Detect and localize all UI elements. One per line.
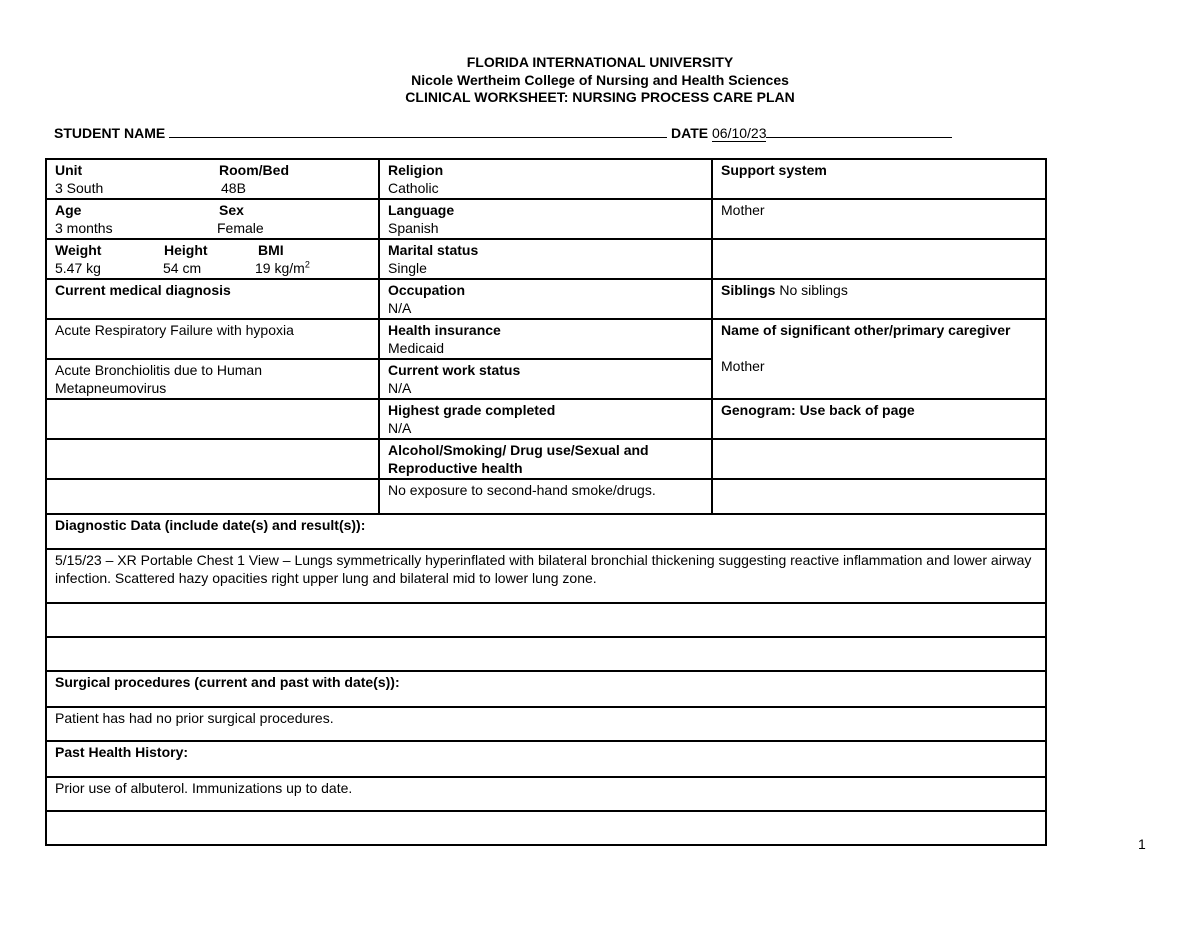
college-title: Nicole Wertheim College of Nursing and Health Sciences	[411, 71, 789, 88]
genogram-label: Genogram: Use back of page	[721, 402, 915, 418]
work-status-label: Current work status	[388, 362, 521, 378]
occupation-label: Occupation	[388, 282, 466, 298]
sex-value: Female	[217, 219, 264, 236]
age-label: Age	[55, 202, 82, 218]
unit-value: 3 South	[55, 179, 104, 196]
surgical-value: Patient has had no prior surgical procedures.	[55, 710, 334, 726]
bmi-value-text: 19 kg/m	[255, 259, 305, 276]
diagnostic-label: Diagnostic Data (include date(s) and result(s)):	[55, 517, 366, 533]
worksheet-title: CLINICAL WORKSHEET: NURSING PROCESS CARE PLAN	[405, 89, 795, 105]
unit-label: Unit	[55, 162, 83, 178]
history-value: Prior use of albuterol. Immunizations up to date.	[55, 780, 353, 796]
alcohol-label-cell	[379, 439, 712, 479]
language-label: Language	[388, 202, 455, 218]
work-status-value: N/A	[388, 379, 412, 396]
empty-cell	[46, 399, 379, 439]
caregiver-spacer	[721, 340, 1037, 358]
history-label: Past Health History:	[55, 744, 189, 760]
surgical-label: Surgical procedures (current and past with date(s)):	[55, 674, 400, 690]
diagnosis-cell-2	[46, 359, 379, 399]
insurance-label: Health insurance	[388, 322, 501, 338]
siblings-label: Siblings	[721, 282, 776, 298]
language-value: Spanish	[388, 219, 439, 236]
caregiver-cell	[712, 319, 1046, 399]
age-value: 3 months	[55, 219, 113, 236]
weight-height-bmi-cell	[46, 239, 379, 279]
caregiver-value: Mother	[721, 357, 765, 374]
alcohol-value-cell	[379, 479, 712, 514]
empty-cell	[46, 439, 379, 479]
occupation-cell	[379, 279, 712, 319]
history-label-cell	[46, 741, 1046, 777]
marital-label: Marital status	[388, 242, 479, 258]
room-label: Room/Bed	[219, 162, 289, 178]
insurance-cell	[379, 319, 712, 359]
weight-label: Weight	[55, 242, 102, 258]
date-value[interactable]: 06/10/23	[711, 125, 767, 141]
caregiver-label: Name of significant other/primary caregiver	[721, 322, 1011, 338]
support-system-label: Support system	[721, 162, 827, 178]
marital-cell	[379, 239, 712, 279]
alcohol-value: No exposure to second-hand smoke/drugs.	[388, 482, 656, 498]
surgical-value-cell	[46, 707, 1046, 741]
empty-cell	[712, 439, 1046, 479]
religion-label: Religion	[388, 162, 444, 178]
care-plan-table	[45, 158, 1047, 846]
diagnosis-label-cell	[46, 279, 379, 319]
empty-cell	[712, 239, 1046, 279]
unit-room-cell	[46, 159, 379, 199]
history-value-cell	[46, 777, 1046, 811]
bmi-exponent: 2	[304, 258, 310, 269]
empty-row	[46, 637, 1046, 671]
marital-value: Single	[388, 259, 427, 276]
bmi-value	[255, 260, 310, 278]
diagnostic-value-cell	[46, 549, 1046, 603]
weight-value: 5.47 kg	[55, 259, 101, 276]
room-value: 48B	[221, 179, 246, 196]
date-underline	[766, 124, 952, 138]
age-sex-cell	[46, 199, 379, 239]
student-name-field[interactable]	[169, 124, 667, 138]
support-label-cell	[712, 159, 1046, 199]
empty-cell	[712, 479, 1046, 514]
height-label: Height	[164, 242, 208, 258]
empty-row	[46, 603, 1046, 637]
sex-label: Sex	[219, 202, 244, 218]
work-status-cell	[379, 359, 712, 399]
grade-cell	[379, 399, 712, 439]
insurance-value: Medicaid	[388, 339, 445, 356]
language-cell	[379, 199, 712, 239]
document-header	[0, 54, 1200, 107]
student-info-line	[54, 124, 974, 142]
university-title: FLORIDA INTERNATIONAL UNIVERSITY	[466, 54, 734, 70]
grade-value: N/A	[388, 419, 412, 436]
diagnosis-item: Acute Respiratory Failure with hypoxia	[55, 322, 294, 338]
height-value: 54 cm	[163, 259, 202, 276]
occupation-value: N/A	[388, 299, 412, 316]
genogram-cell	[712, 399, 1046, 439]
grade-label: Highest grade completed	[388, 402, 556, 418]
siblings-value: No siblings	[779, 282, 848, 298]
diagnostic-label-cell	[46, 514, 1046, 549]
alcohol-label: Alcohol/Smoking/ Drug use/Sexual and Reproductive health	[388, 442, 649, 476]
bmi-label: BMI	[258, 242, 284, 258]
diagnosis-label: Current medical diagnosis	[55, 282, 231, 298]
page-number: 1	[1138, 836, 1146, 852]
surgical-label-cell	[46, 671, 1046, 707]
diagnostic-value: 5/15/23 – XR Portable Chest 1 View – Lungs symmetrically hyperinflated with bilateral bronchial thickening suggesting reactive inflammation and lower airway infection. Scattered hazy opacities right upper lung and bilateral mid to lower lung zone.	[55, 552, 1032, 586]
diagnosis-item: Acute Bronchiolitis due to Human Metapneumovirus	[55, 362, 262, 396]
date-label: DATE	[671, 125, 709, 141]
student-name-label: STUDENT NAME	[54, 125, 166, 141]
religion-cell	[379, 159, 712, 199]
religion-value: Catholic	[388, 179, 439, 196]
diagnosis-cell-1	[46, 319, 379, 359]
siblings-cell	[712, 279, 1046, 319]
empty-row	[46, 811, 1046, 845]
support-value-cell	[712, 199, 1046, 239]
support-system-value: Mother	[721, 202, 765, 218]
empty-cell	[46, 479, 379, 514]
